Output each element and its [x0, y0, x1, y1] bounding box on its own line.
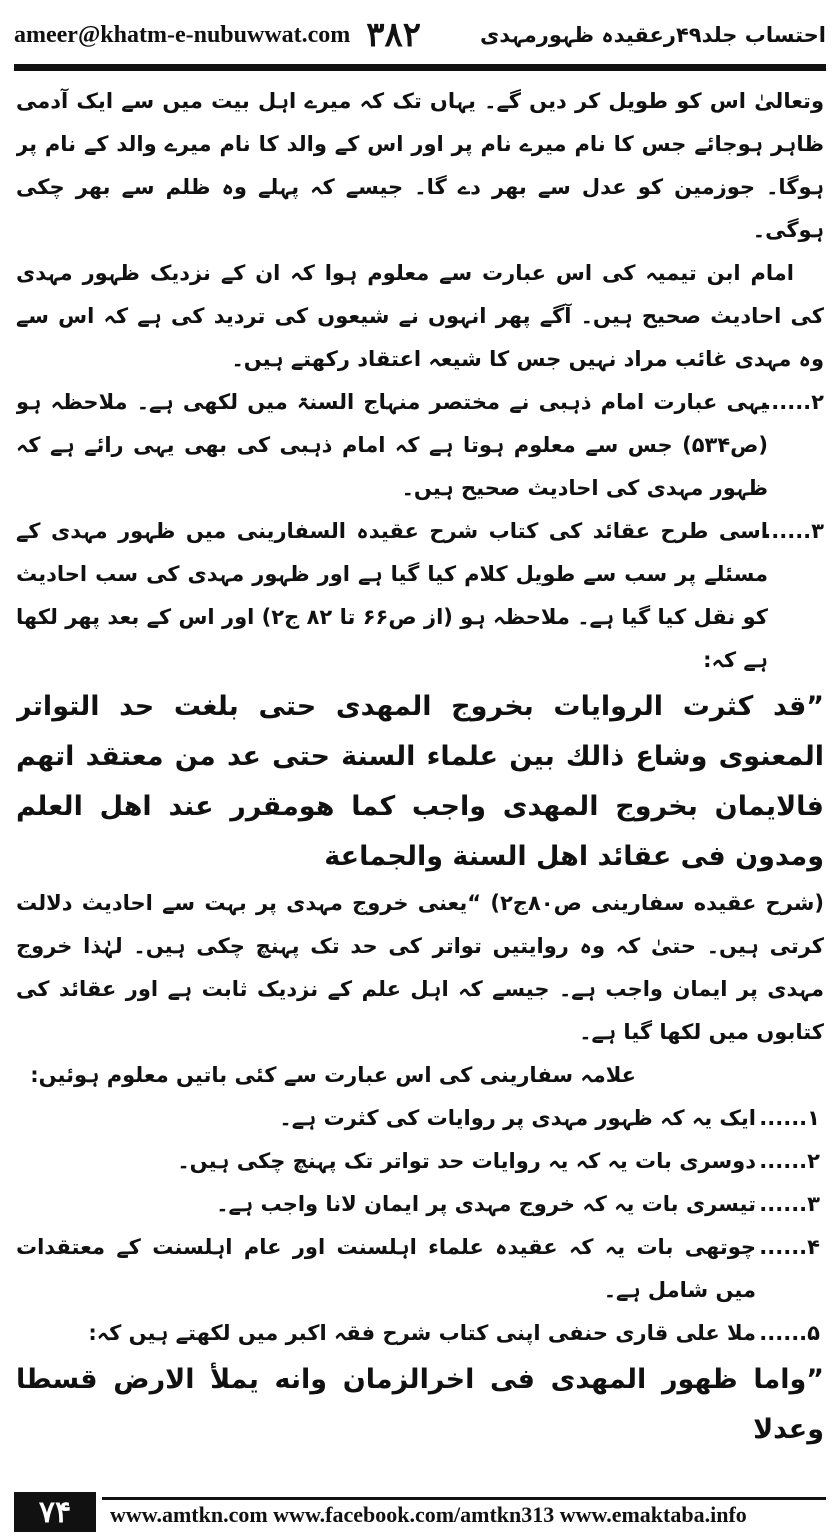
list-text: چوتھی بات یہ کہ عقیدہ علماء اہلسنت اور عام اہلسنت کے معتقدات میں شامل ہے۔: [16, 1235, 756, 1302]
list-item: [16, 1312, 820, 1355]
list-number: ۱......: [759, 1106, 820, 1130]
paragraph: وتعالیٰ اس کو طویل کر دیں گے۔ یہاں تک کہ میرے اہل بیت میں سے ایک آدمی ظاہر ہوجائے جس کا نام میرے نام پر اور اس کے والد کا نام میرے والد کے نام پر ہوگا۔ جوزمین کو عدل سے بھر دے گا۔ جیسے کہ پہلے وہ ظلم سے بھر چکی ہوگی۔: [16, 89, 824, 242]
list-number: ۴......: [759, 1235, 820, 1259]
list-item: [16, 1097, 820, 1140]
list-text: ملا علی قاری حنفی اپنی کتاب شرح فقہ اکبر میں لکھتے ہیں کہ:: [88, 1321, 756, 1345]
list-item: [16, 1140, 820, 1183]
list-text: تیسری بات یہ کہ خروج مہدی پر ایمان لانا واجب ہے۔: [216, 1192, 756, 1216]
quote-reference-and-translation: [16, 882, 824, 1054]
quote-reference: (شرح عقيده سفارينى ص۸۰ج۲): [490, 891, 824, 915]
quote-translation: “یعنی خروج مہدی پر بہت سے احادیث دلالت کرتی ہیں۔ حتیٰ کہ وہ روایتیں تواتر کی حد تک پہنچ چکی ہیں۔ لہٰذا خروج مہدی پر ایمان واجب ہے۔ جیسے کہ اہل علم کے نزدیک ثابت ہے اور عقائد کی کتابوں میں لکھا گیا ہے۔: [16, 891, 824, 1044]
numbered-item: [16, 381, 824, 510]
list-intro: علامہ سفارینی کی اس عبارت سے کئی باتیں معلوم ہوئیں:: [30, 1063, 636, 1087]
arabic-quote: ”قد كثرت الروايات بخروج المهدى حتى بلغت حد التواتر المعنوى وشاع ذالك بين علماء السنة حتى عد من معتقد اتهم فالايمان بخروج المهدى واجب كما هومقرر عند اهل العلم ومدون فى عقائد اهل السنة والجماعة: [16, 691, 824, 872]
paragraph: امام ابن تیمیہ کی اس عبارت سے معلوم ہوا کہ ان کے نزدیک ظہور مہدی کی احادیث صحیح ہیں۔ آگے پھر انہوں نے شیعوں کی تردید کی ہے کہ اس سے وہ مہدی غائب مراد نہیں جس کا شیعہ اعتقاد رکھتے ہیں۔: [16, 261, 824, 371]
page-number: ۳۸۲: [366, 15, 422, 55]
arabic-quote-2: ”واما ظهور المهدى فى اخرالزمان وانه يملأ الارض قسطا وعدلا: [16, 1364, 824, 1445]
list-number: ۲......: [759, 1149, 820, 1173]
item-number: ۲......: [763, 390, 824, 414]
findings-list: [16, 1097, 824, 1355]
list-text: دوسری بات یہ کہ یہ روایات حد تواتر تک پہنچ چکی ہیں۔: [177, 1149, 756, 1173]
list-number: ۳......: [759, 1192, 820, 1216]
list-item: [16, 1183, 820, 1226]
header-rule: [14, 64, 826, 71]
footer-links: www.amtkn.com www.facebook.com/amtkn313 www.emaktaba.info: [110, 1501, 747, 1527]
item-number: ۳......: [763, 519, 824, 543]
numbered-item: [16, 510, 824, 682]
header-left: [14, 15, 422, 55]
footer-right: [96, 1492, 826, 1532]
list-number: ۵......: [759, 1321, 820, 1345]
list-text: ایک یہ کہ ظہور مہدی پر روایات کی کثرت ہے۔: [279, 1106, 756, 1130]
header-email: ameer@khatm-e-nubuwwat.com: [14, 21, 351, 48]
item-text: یہی عبارت امام ذہبی نے مختصر منہاج السنۃ میں لکھی ہے۔ ملاحظہ ہو (ص۵۳۴) جس سے معلوم ہوتا ہے کہ امام ذہبی کی بھی یہی رائے ہے کہ ظہور مہدی کی احادیث صحیح ہیں۔: [16, 390, 768, 500]
list-item: [16, 1226, 820, 1312]
page-body: [16, 80, 824, 1450]
running-title: احتساب جلد۴۹رعقیدہ ظہورمہدی: [480, 23, 826, 47]
item-text: اسی طرح عقائد کی کتاب شرح عقیدہ السفارینی میں ظہور مہدی کے مسئلے پر سب سے طویل کلام کیا گیا ہے اور ظہور مہدی کی سب احادیث کو نقل کیا گیا ہے۔ ملاحظہ ہو (از ص۶۶ تا ۸۲ ج۲) اور اس کے بعد پھر لکھا ہے کہ:: [16, 519, 769, 672]
footer-page-badge: ۷۴: [14, 1492, 96, 1532]
page-header: [14, 8, 826, 62]
page-footer: [14, 1492, 826, 1532]
